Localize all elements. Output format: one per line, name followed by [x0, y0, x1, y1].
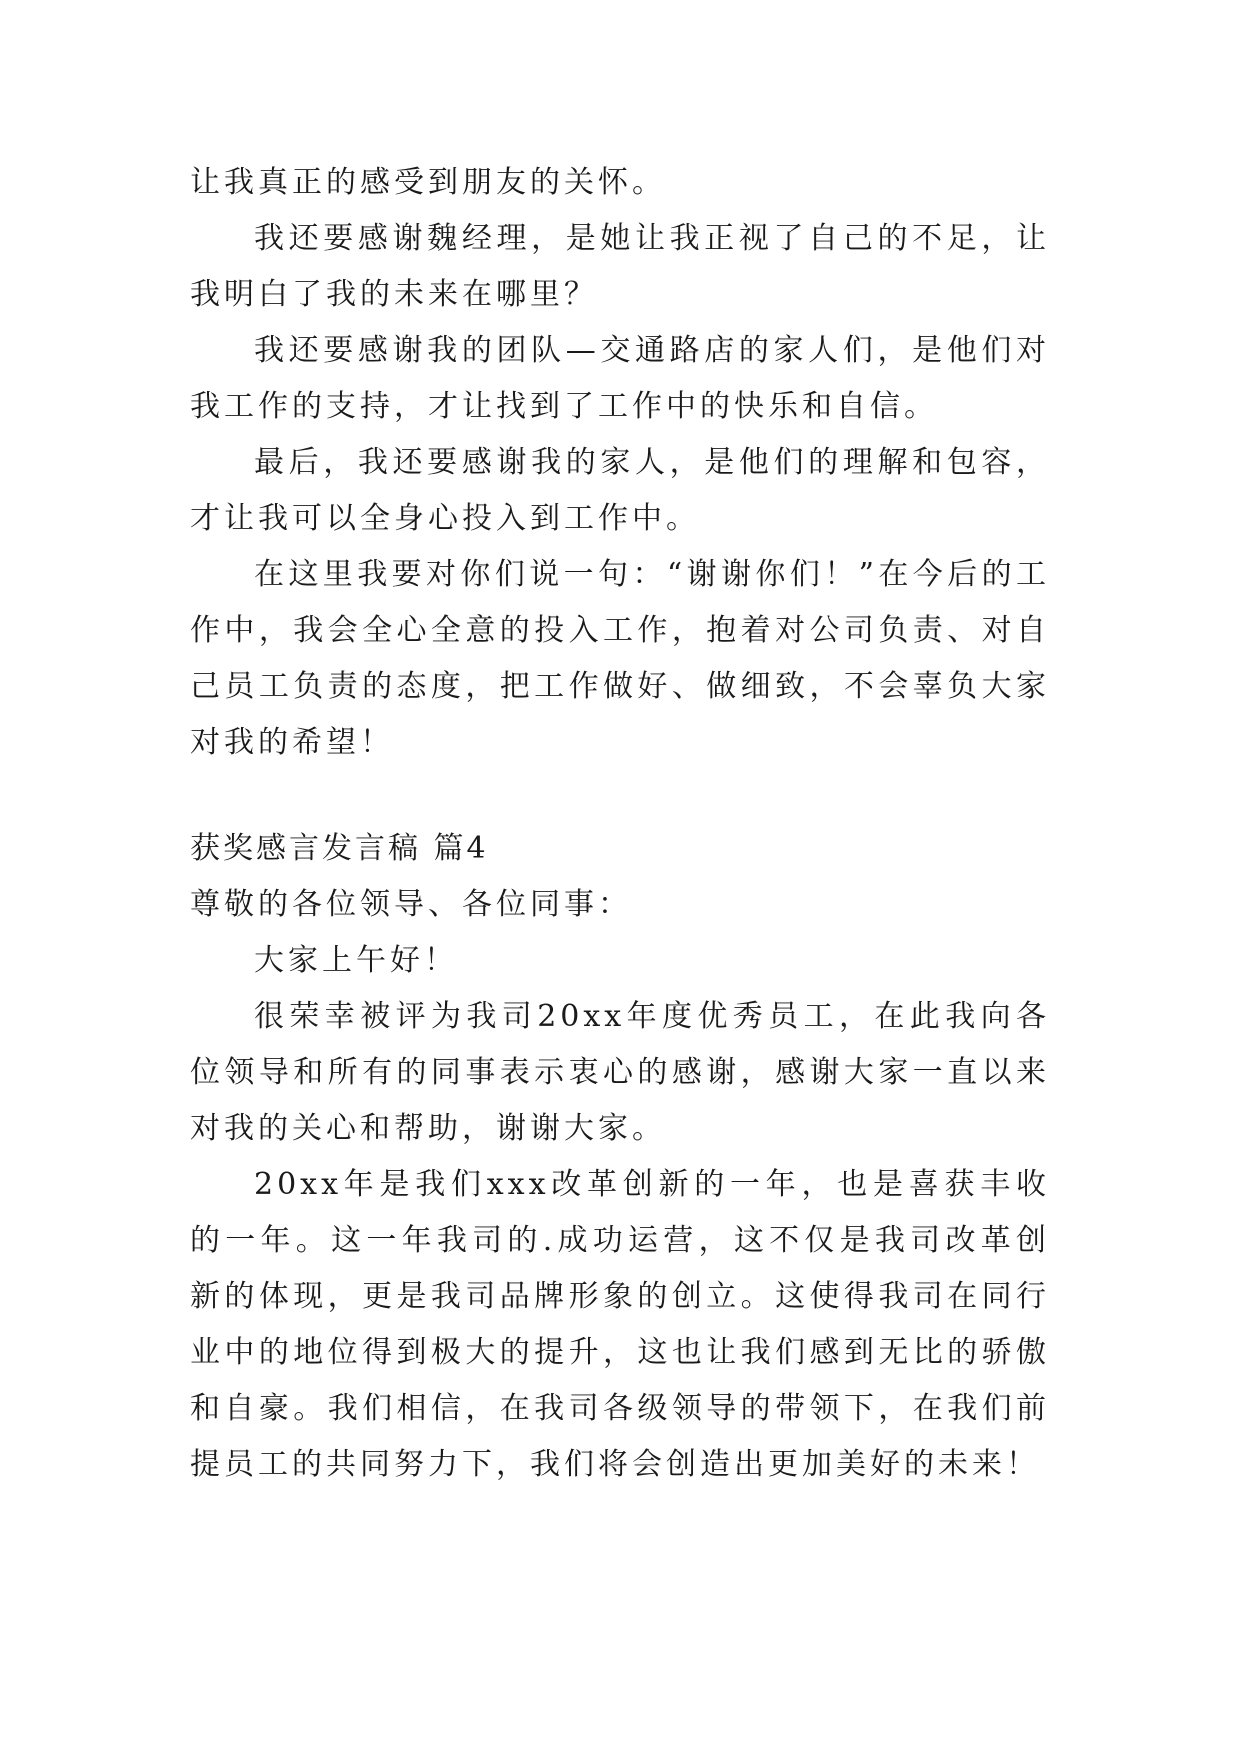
paragraph-honor: 很荣幸被评为我司20xx年度优秀员工，在此我向各位领导和所有的同事表示衷心的感谢，感谢大家一直以来对我的关心和帮助，谢谢大家。: [190, 999, 1050, 1146]
greeting: 大家上午好！: [254, 943, 458, 978]
salutation: 尊敬的各位领导、各位同事：: [190, 887, 632, 922]
paragraph-closing: 在这里我要对你们说一句：“谢谢你们！”在今后的工作中，我会全心全意的投入工作，抱着对公司负责、对自己员工负责的态度，把工作做好、做细致，不会辜负大家对我的希望！: [190, 557, 1050, 760]
section-spacer: [190, 771, 1050, 821]
paragraph-thanks-team: 我还要感谢我的团队—交通路店的家人们，是他们对我工作的支持，才让找到了工作中的快乐和自信。: [190, 333, 1050, 424]
paragraph-year-review: 20xx年是我们xxx改革创新的一年，也是喜获丰收的一年。这一年我司的.成功运营，这不仅是我司改革创新的体现，更是我司品牌形象的创立。这使得我司在同行业中的地位得到极大的提升，这也让我们感到无比的骄傲和自豪。我们相信，在我司各级领导的带领下，在我们前提员工的共同努力下，我们将会创造出更加美好的未来！: [190, 1167, 1050, 1482]
paragraph-continued: 让我真正的感受到朋友的关怀。: [190, 165, 666, 200]
paragraph-thanks-family: 最后，我还要感谢我的家人，是他们的理解和包容，才让我可以全身心投入到工作中。: [190, 445, 1050, 536]
paragraph-thanks-manager: 我还要感谢魏经理，是她让我正视了自己的不足，让我明白了我的未来在哪里？: [190, 221, 1050, 312]
section-title: 获奖感言发言稿 篇4: [190, 831, 489, 866]
document-page: [190, 155, 1050, 1493]
